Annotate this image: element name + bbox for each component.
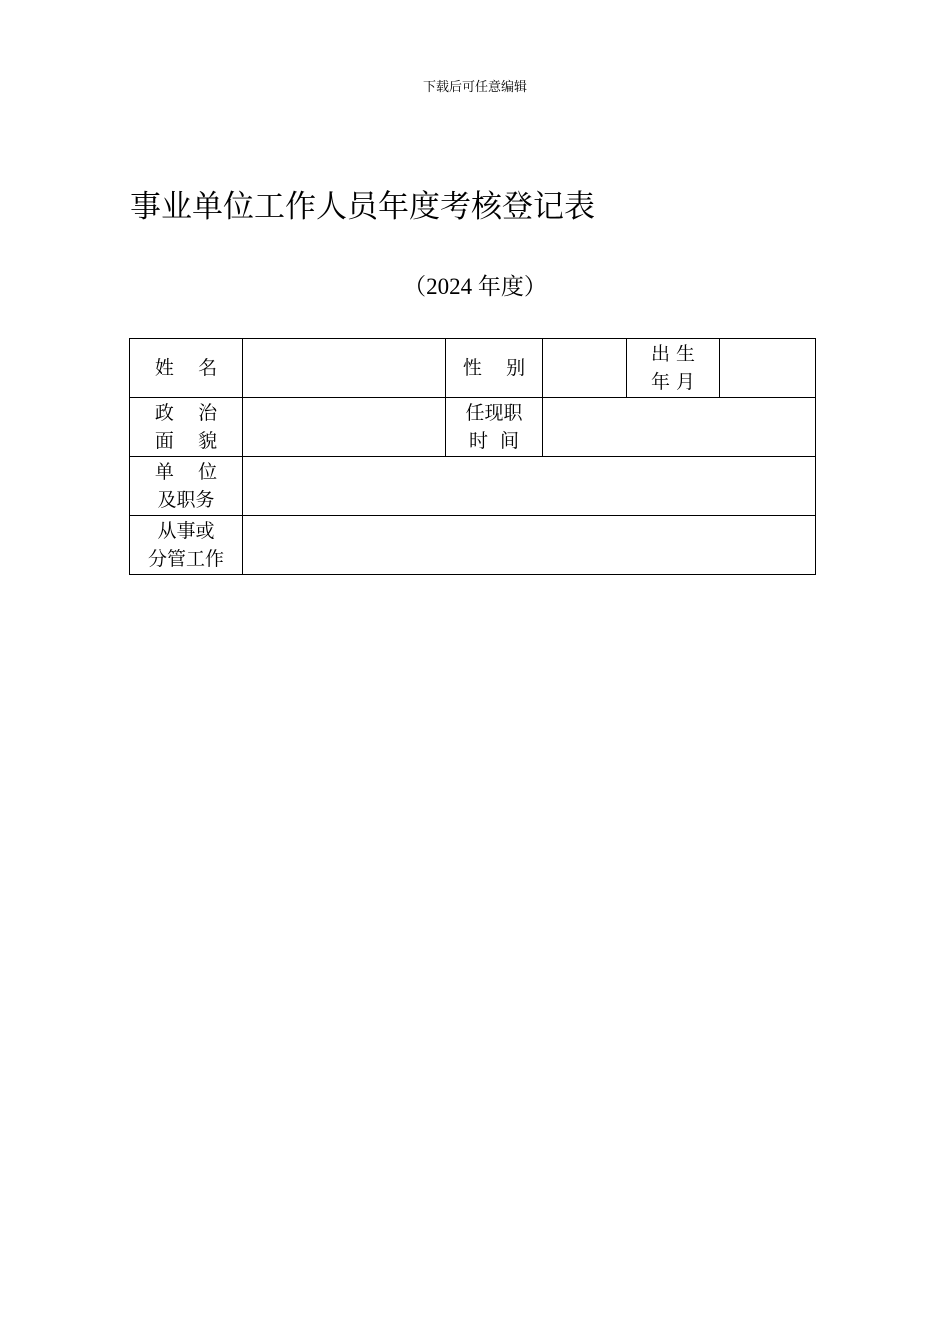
- label-gender: 性 别: [446, 339, 543, 398]
- label-work-responsibility: 从事或 分管工作: [130, 516, 243, 575]
- form-row-basic-info: [130, 339, 816, 398]
- label-birth-date: 出 生 年 月: [627, 339, 720, 398]
- field-gender-value[interactable]: [543, 339, 627, 398]
- form-row-political: [130, 398, 816, 457]
- field-political-status-value[interactable]: [243, 398, 446, 457]
- field-unit-position-value[interactable]: [243, 457, 816, 516]
- field-work-responsibility-value[interactable]: [243, 516, 816, 575]
- field-current-post-time-value[interactable]: [543, 398, 816, 457]
- document-year-text: （2024 年度）: [403, 274, 547, 299]
- field-birth-date-value[interactable]: [720, 339, 816, 398]
- field-name-value[interactable]: [243, 339, 446, 398]
- label-current-post-time: 任现职 时 间: [446, 398, 543, 457]
- form-row-work: [130, 516, 816, 575]
- label-political-status: 政 治 面 貌: [130, 398, 243, 457]
- header-note: 下载后可任意编辑: [422, 80, 527, 95]
- label-name: 姓 名: [130, 339, 243, 398]
- document-year: [0, 268, 950, 301]
- form-row-unit: [130, 457, 816, 516]
- label-unit-position: 单 位 及职务: [130, 457, 243, 516]
- registration-form-table: [129, 338, 816, 575]
- document-title: 事业单位工作人员年度考核登记表: [130, 189, 595, 225]
